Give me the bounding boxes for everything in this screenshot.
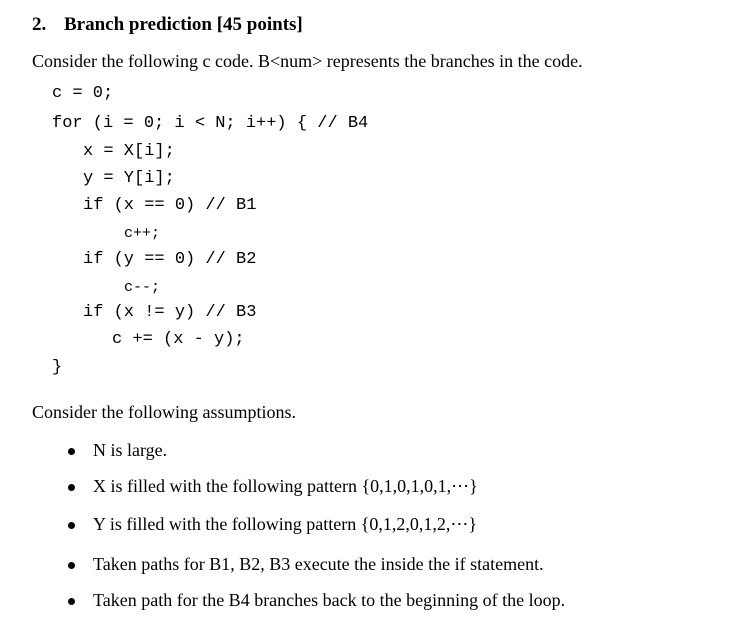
code-line: if (x != y) // B3 — [83, 303, 257, 322]
code-line: c += (x - y); — [112, 330, 245, 349]
code-line: x = X[i]; — [83, 142, 175, 161]
code-line: c = 0; — [52, 84, 114, 103]
assumptions-intro: Consider the following assumptions. — [32, 402, 296, 422]
bullet-icon — [68, 484, 75, 491]
bullet-icon — [68, 522, 75, 529]
code-line: if (y == 0) // B2 — [83, 250, 257, 269]
intro-text: Consider the following c code. B<num> represents the branches in the code. — [32, 51, 583, 71]
list-item-text: X is filled with the following pattern {0,1,0,1,0,1,⋯} — [93, 476, 478, 496]
section-title: Branch prediction [45 points] — [64, 14, 303, 35]
code-line: } — [52, 358, 63, 377]
bullet-icon — [68, 448, 75, 455]
code-line: if (x == 0) // B1 — [83, 196, 257, 215]
code-line: c--; — [124, 279, 161, 296]
list-item-text: Taken paths for B1, B2, B3 execute the inside the if statement. — [93, 554, 544, 574]
list-item-text: N is large. — [93, 440, 168, 460]
code-line: y = Y[i]; — [83, 169, 175, 188]
code-line: for (i = 0; i < N; i++) { // B4 — [52, 114, 369, 133]
bullet-icon — [68, 562, 75, 569]
code-line: c++; — [124, 225, 161, 242]
section-number: 2. — [32, 14, 47, 35]
section-heading — [32, 14, 303, 36]
bullet-icon — [68, 598, 75, 605]
list-item-text: Y is filled with the following pattern {0,1,2,0,1,2,⋯} — [93, 514, 478, 534]
list-item-text: Taken path for the B4 branches back to the beginning of the loop. — [93, 590, 566, 610]
